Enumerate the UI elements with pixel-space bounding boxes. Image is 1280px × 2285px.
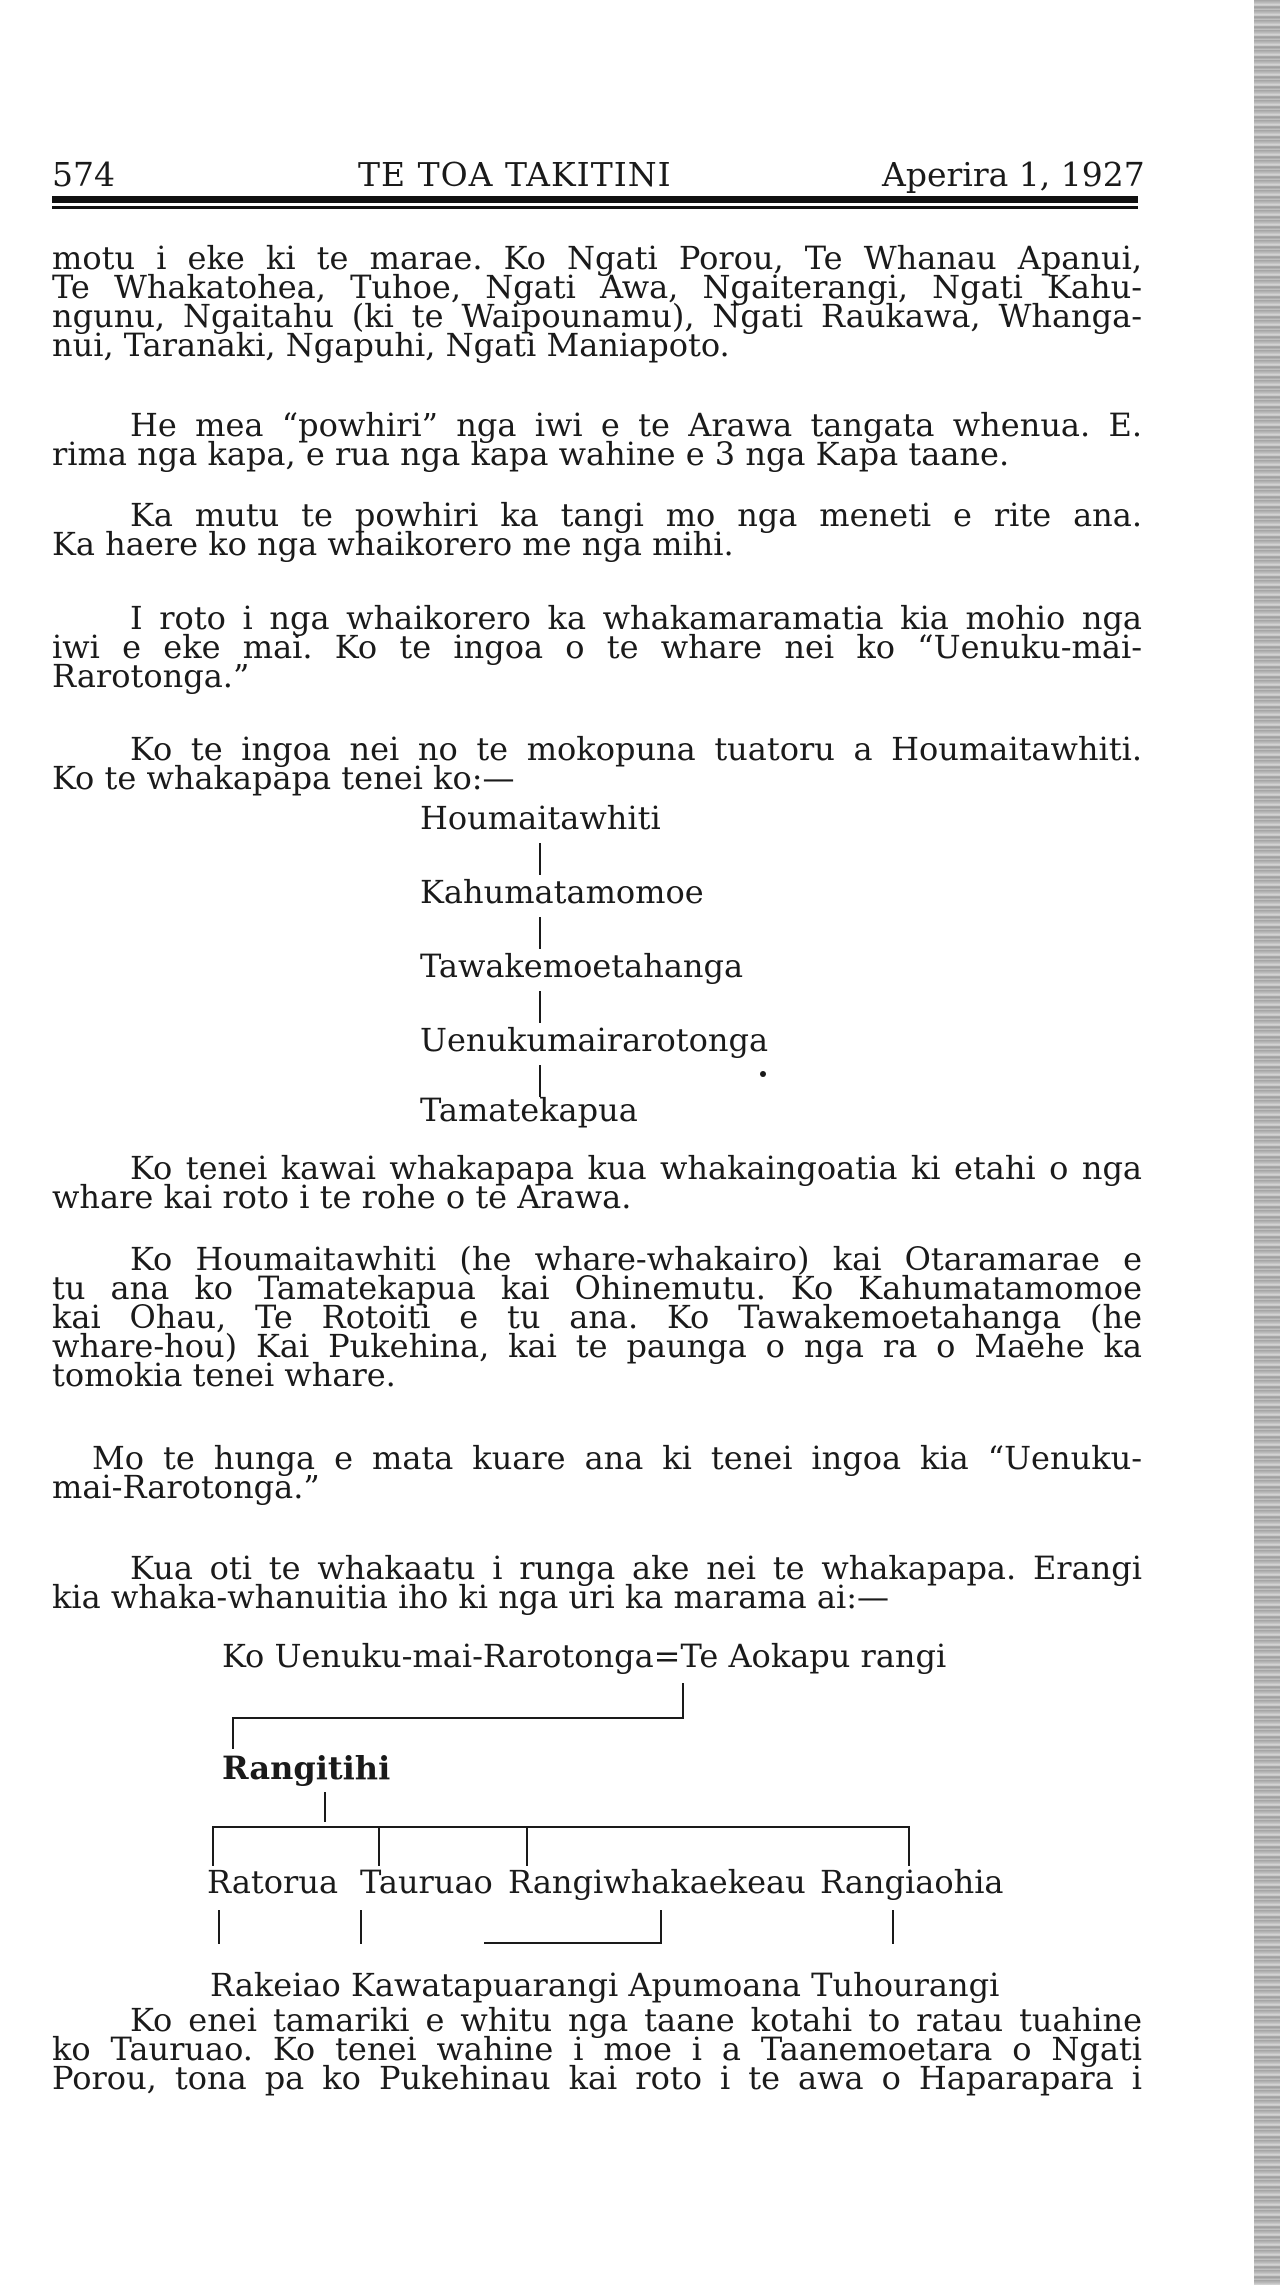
genealogy-line	[539, 917, 541, 949]
text-line: ngunu, Ngaitahu (ki te Waipounamu), Ngati Raukawa, Whanga-	[52, 297, 1142, 335]
genealogy-line	[484, 1942, 660, 1944]
genealogy-line	[232, 1717, 234, 1749]
genealogy-line	[526, 1826, 528, 1866]
genealogy-name: Tawakemoetahanga	[420, 947, 744, 985]
paragraph-8	[52, 1439, 1142, 1506]
text-line: whare-hou) Kai Pukehina, kai te paunga o nga ra o Maehe ka	[52, 1327, 1142, 1365]
genealogy-couple: Ko Uenuku-mai-Rarotonga=Te Aokapu rangi	[222, 1637, 947, 1675]
paragraph-7	[52, 1240, 1142, 1394]
text-line: Te Whakatohea, Tuhoe, Ngati Awa, Ngaiterangi, Ngati Kahu-	[52, 268, 1142, 306]
text-line: ko Tauruao. Ko tenei wahine i moe i a Taanemoetara o Ngati	[52, 2030, 1142, 2068]
text-line: Ka haere ko nga whaikorero me nga mihi.	[52, 525, 734, 563]
text-line: tomokia tenei whare.	[52, 1356, 396, 1394]
text-line: nui, Taranaki, Ngapuhi, Ngati Maniapoto.	[52, 326, 730, 364]
paragraph-6	[52, 1149, 1142, 1216]
genealogy-line	[660, 1910, 662, 1944]
genealogy-line	[218, 1910, 220, 1944]
paragraph-1	[52, 239, 1142, 364]
great-grandchild: Rakeiao	[210, 1966, 341, 2004]
grandchild: Rangiaohia	[820, 1863, 1004, 1901]
great-grandchild: Tuhourangi	[811, 1966, 1000, 2004]
genealogy-line	[908, 1826, 910, 1866]
text-line: kai Ohau, Te Rotoiti e tu ana. Ko Tawakemoetahanga (he	[52, 1298, 1142, 1336]
paragraph-2	[52, 406, 1142, 473]
page-number: 574	[52, 155, 115, 194]
text-line: tu ana ko Tamatekapua kai Ohinemutu. Ko Kahumatamomoe	[52, 1269, 1142, 1307]
text-line: Ko Houmaitawhiti (he whare-whakairo) kai Otaramarae e	[130, 1240, 1142, 1278]
header-rule-thin	[52, 206, 1138, 209]
text-line: rima nga kapa, e rua nga kapa wahine e 3 nga Kapa taane.	[52, 435, 1010, 473]
great-grandchild: Kawatapuarangi	[350, 1966, 619, 2004]
issue-date: Aperira 1, 1927	[882, 155, 1145, 194]
text-line: mai-Rarotonga.”	[52, 1468, 320, 1506]
genealogy-line	[212, 1826, 214, 1866]
text-line: He mea “powhiri” nga iwi e te Arawa tangata whenua. E.	[130, 406, 1142, 444]
genealogy-line	[539, 991, 541, 1023]
text-line: Kua oti te whakaatu i runga ake nei te whakapapa. Erangi	[130, 1549, 1142, 1587]
grandchild: Ratorua	[207, 1863, 339, 1901]
text-line: I roto i nga whaikorero ka whakamaramatia kia mohio nga	[130, 599, 1142, 637]
great-grandchild: Apumoana	[628, 1966, 801, 2004]
genealogy-name: Tamatekapua	[420, 1091, 638, 1129]
text-line: Ka mutu te powhiri ka tangi mo nga meneti e rite ana.	[130, 496, 1142, 534]
text-line: kia whaka-whanuitia iho ki nga uri ka marama ai:—	[52, 1578, 889, 1616]
text-line: Ko tenei kawai whakapapa kua whakaingoatia ki etahi o nga	[130, 1149, 1142, 1187]
genealogy-line	[232, 1717, 684, 1719]
genealogy-child: Rangitihi	[222, 1749, 391, 1787]
header-rule	[52, 196, 1138, 203]
genealogy-line	[892, 1910, 894, 1944]
text-line: Ko enei tamariki e whitu nga taane kotahi to ratau tuahine	[130, 2001, 1142, 2039]
paragraph-5	[52, 730, 1142, 797]
genealogy-name: Kahumatamomoe	[420, 873, 704, 911]
genealogy-name: Houmaitawhiti	[420, 799, 661, 837]
text-line: whare kai roto i te rohe o te Arawa.	[52, 1178, 632, 1216]
text-line: Ko te whakapapa tenei ko:—	[52, 759, 515, 797]
text-line: Mo te hunga e mata kuare ana ki tenei ingoa kia “Uenuku-	[92, 1439, 1142, 1477]
scan-edge	[1254, 0, 1280, 2285]
genealogy-line	[324, 1792, 326, 1822]
publication-title: TE TOA TAKITINI	[358, 155, 672, 194]
text-line: iwi e eke mai. Ko te ingoa o te whare nei ko “Uenuku-mai-	[52, 628, 1142, 666]
paragraph-4	[52, 599, 1142, 695]
paragraph-9	[52, 1549, 1142, 1616]
genealogy-line	[212, 1826, 910, 1828]
print-speck	[760, 1071, 766, 1077]
text-line: Porou, tona pa ko Pukehinau kai roto i te awa o Haparapara i	[52, 2059, 1142, 2097]
text-line: Ko te ingoa nei no te mokopuna tuatoru a Houmaitawhiti.	[130, 730, 1142, 768]
paragraph-3	[52, 496, 1142, 563]
genealogy-line	[378, 1826, 380, 1866]
paragraph-10	[52, 2001, 1142, 2097]
genealogy-line	[360, 1910, 362, 1944]
grandchild: Tauruao	[360, 1863, 493, 1901]
genealogy-line	[682, 1683, 684, 1719]
text-line: motu i eke ki te marae. Ko Ngati Porou, Te Whanau Apanui,	[52, 239, 1142, 277]
genealogy-line	[539, 843, 541, 875]
grandchild: Rangiwhakaekeau	[508, 1863, 806, 1901]
great-grandchildren	[210, 1967, 999, 2003]
genealogy-name: Uenukumairarotonga	[420, 1021, 769, 1059]
text-line: Rarotonga.”	[52, 657, 250, 695]
